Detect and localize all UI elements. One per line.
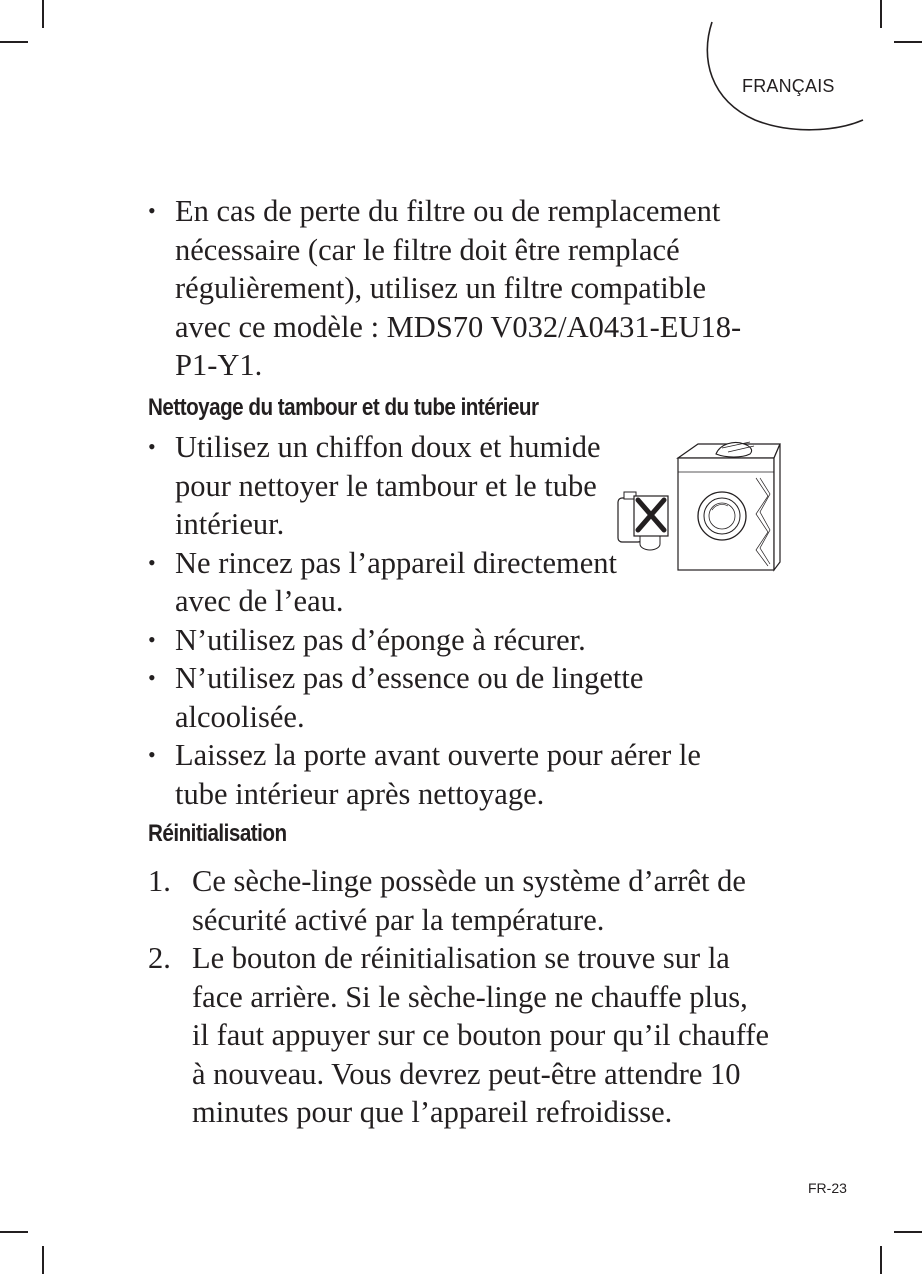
reset-steps-list xyxy=(148,862,798,1132)
list-item: • Laissez la porte avant ouverte pour aérer le tube intérieur après nettoyage. xyxy=(148,736,735,813)
crop-mark xyxy=(0,41,28,43)
list-item: • N’utilisez pas d’éponge à récurer. xyxy=(148,621,748,660)
list-item: • N’utilisez pas d’essence ou de lingette alcoolisée. xyxy=(148,659,675,736)
list-item: • Ne rincez pas l’appareil directement avec de l’eau. xyxy=(148,544,617,621)
crop-mark xyxy=(894,41,922,43)
dryer-cleaning-illustration xyxy=(604,436,784,576)
intro-bullet-list xyxy=(148,192,760,385)
list-item: • Utilisez un chiffon doux et humide pour nettoyer le tambour et le tube intérieur. xyxy=(148,428,617,544)
list-item: • En cas de perte du filtre ou de remplacement nécessaire (car le filtre doit être remplacé régulièrement), utilisez un filtre compatible avec ce modèle : MDS70 V032/A0431-EU18-P1-Y1. xyxy=(148,192,760,385)
step-text: Le bouton de réinitialisation se trouve sur la face arrière. Si le sèche-linge ne chauffe plus, il faut appuyer sur ce bouton pour qu’il chauffe à nouveau. Vous devrez peut-être attendre 10 minutes pour que l’appareil refroidisse. xyxy=(192,941,770,1129)
page-number: FR-23 xyxy=(808,1180,847,1196)
section-heading-reset: Réinitialisation xyxy=(148,820,287,847)
crop-mark xyxy=(880,1246,882,1274)
step-number: 1. xyxy=(148,864,171,898)
crop-mark xyxy=(42,0,44,28)
crop-mark xyxy=(42,1246,44,1274)
crop-mark xyxy=(894,1231,922,1233)
language-label: FRANÇAIS xyxy=(742,76,835,96)
section-heading-cleaning: Nettoyage du tambour et du tube intérieur xyxy=(148,394,539,421)
step-text: Ce sèche-linge possède un système d’arrêt de sécurité activé par la température. xyxy=(192,864,746,937)
list-item xyxy=(148,862,798,939)
crop-mark xyxy=(880,0,882,28)
step-number: 2. xyxy=(148,941,171,975)
crop-mark xyxy=(0,1231,28,1233)
list-item xyxy=(148,939,772,1132)
